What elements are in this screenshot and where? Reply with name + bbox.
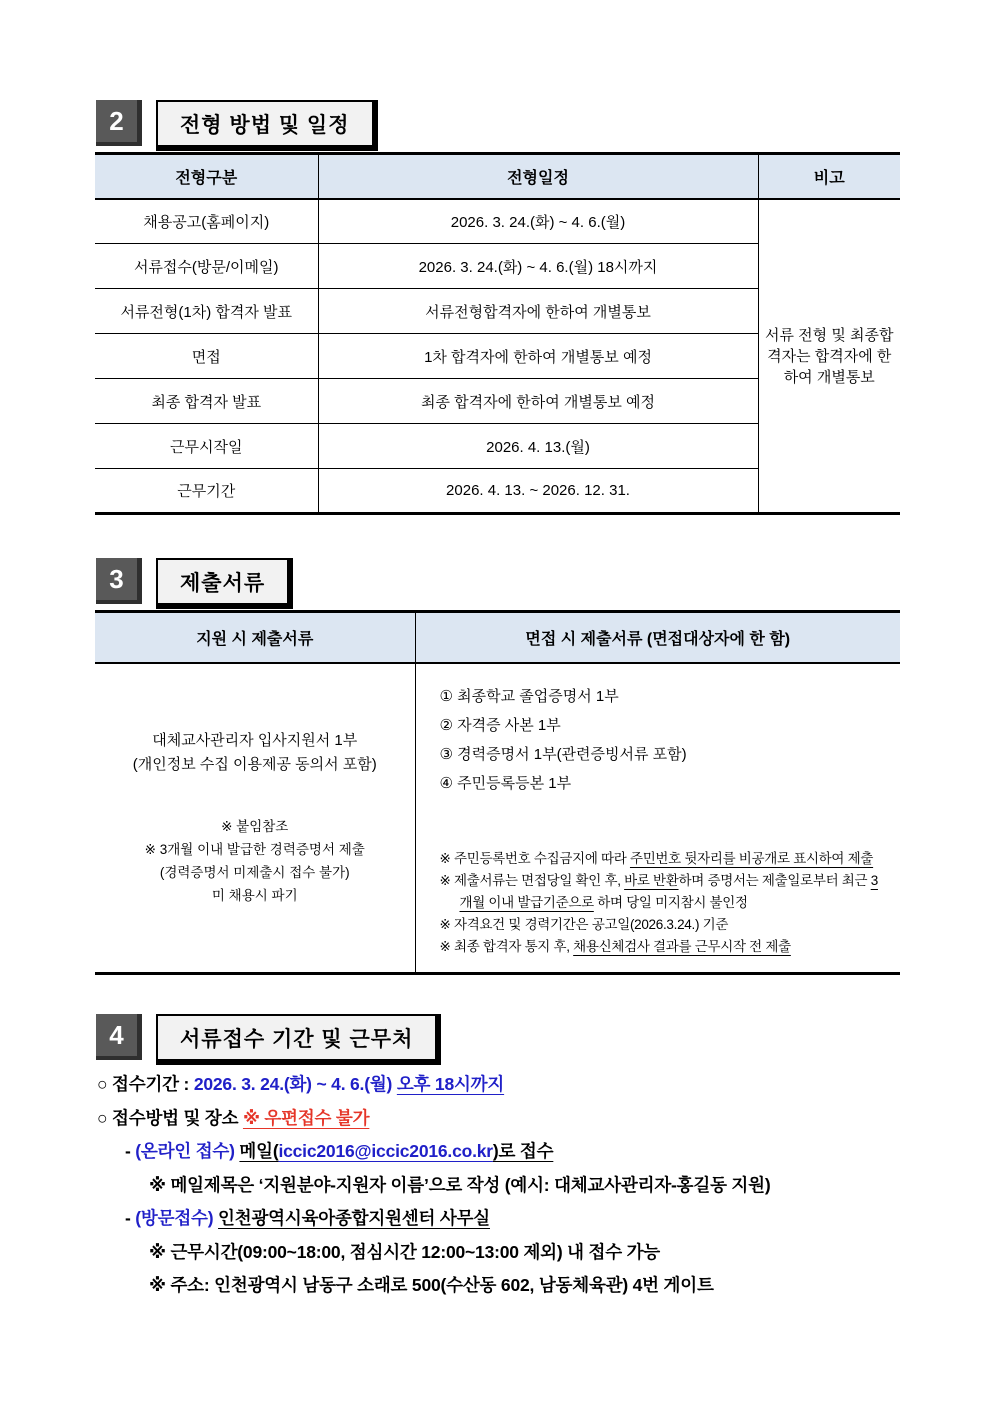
text-segment: ※ 근무시간(09:00~18:00, 점심시간 12:00~13:00 제외) 내 접수 가능	[149, 1241, 661, 1262]
text-segment: )로 접수	[492, 1141, 554, 1161]
apply-docs-cell	[95, 663, 415, 973]
address-note-line	[97, 1269, 977, 1303]
col-header-remark: 비고	[758, 154, 900, 199]
col-header-apply-docs: 지원 시 제출서류	[95, 612, 415, 664]
apply-doc-note: 미 채용시 파기	[211, 887, 298, 903]
schedule-table	[95, 152, 900, 515]
schedule-header-row	[95, 154, 900, 199]
text-segment: -	[125, 1141, 136, 1161]
text-segment: 채용신체검사 결과를 근무시작 전 제출	[573, 938, 791, 954]
apply-doc-note: (경력증명서 미제출시 접수 불가)	[159, 864, 350, 880]
text-segment: ※ 제출서류는 면접당일 확인 후,	[439, 872, 625, 888]
row-label: 근무시작일	[95, 424, 318, 469]
reception-method-line	[97, 1102, 977, 1136]
row-value: 2026. 3. 24.(화) ~ 4. 6.(월) 18시까지	[318, 244, 758, 289]
text-segment: ○ 접수기간 :	[97, 1074, 194, 1094]
text-segment: 주민번호 뒷자리를 비공개로 표시하여 제출	[629, 850, 874, 866]
documents-header-row	[95, 612, 900, 664]
interview-doc-item: ① 최종학교 졸업증명서 1부	[439, 688, 619, 705]
col-header-schedule: 전형일정	[318, 154, 758, 199]
documents-body-row	[95, 663, 900, 973]
section-4-header	[96, 1014, 441, 1065]
section-4-title: 서류접수 기간 및 근무처	[156, 1014, 441, 1065]
interview-doc-note	[440, 848, 883, 870]
interview-doc-note	[440, 936, 883, 958]
text-segment: ※ 최종 합격자 통지 후,	[439, 938, 574, 954]
section-3-number-badge: 3	[96, 558, 142, 604]
text-segment: -	[125, 1208, 136, 1228]
apply-doc-line: (개인정보 수집 이용제공 동의서 포함)	[132, 755, 377, 773]
section-2-number-badge: 2	[96, 100, 142, 146]
interview-doc-item: ② 자격증 사본 1부	[439, 717, 561, 734]
interview-docs-cell	[415, 663, 900, 973]
row-value: 최종 합격자에 한하여 개별통보 예정	[318, 379, 758, 424]
text-segment: 바로 반환	[624, 872, 679, 888]
text-segment: ※ 메일제목은 ‘지원분야-지원자 이름’으로 작성 (예시: 대체교사관리자-홍길동 지원)	[149, 1174, 771, 1195]
interview-doc-note	[440, 870, 883, 914]
row-value: 2026. 4. 13. ~ 2026. 12. 31.	[318, 469, 758, 514]
row-value: 2026. 3. 24.(화) ~ 4. 6.(월)	[318, 199, 758, 244]
text-segment: ○ 접수방법 및 장소	[97, 1107, 243, 1128]
col-header-interview-docs: 면접 시 제출서류 (면접대상자에 한 함)	[415, 612, 900, 664]
text-segment: 3개월 이내 발급기준으로	[459, 872, 878, 910]
text-segment: 메일(	[239, 1141, 279, 1161]
text-segment: 2026. 3. 24.(화) ~ 4. 6.(월)	[193, 1074, 397, 1094]
text-segment: ※ 주소: 인천광역시 남동구 소래로 500(수산동 602, 남동체육관) 4번 게이트	[149, 1275, 714, 1295]
text-segment: 하며 당일 미지참시 불인정	[593, 894, 748, 910]
section-4-number-badge: 4	[96, 1014, 142, 1060]
apply-doc-note: ※ 3개월 이내 발급한 경력증명서 제출	[144, 841, 365, 857]
text-segment: ※ 주민등록번호 수집금지에 따라	[439, 850, 630, 866]
section-3-title: 제출서류	[156, 558, 293, 609]
interview-doc-item: ④ 주민등록등본 1부	[439, 775, 572, 792]
text-segment: (방문접수)	[135, 1208, 219, 1228]
row-label: 채용공고(홈페이지)	[143, 213, 270, 231]
apply-doc-note: ※ 붙임참조	[221, 818, 289, 834]
interview-doc-note	[440, 914, 883, 936]
section-2-title: 전형 방법 및 일정	[156, 100, 378, 151]
row-label: 서류접수(방문/이메일)	[95, 244, 318, 289]
online-reception-line	[97, 1135, 977, 1169]
section-4-body	[97, 1068, 977, 1303]
col-header-category: 전형구분	[95, 154, 318, 199]
row-value: 서류전형합격자에 한하여 개별통보	[318, 289, 758, 334]
email-link[interactable]: iccic2016@iccic2016.co.kr	[278, 1141, 493, 1161]
documents-table	[95, 610, 900, 975]
text-segment: ※ 우편접수 불가	[242, 1107, 370, 1128]
section-2-header	[96, 100, 378, 151]
row-value: 1차 합격자에 한하여 개별통보 예정	[318, 334, 758, 379]
text-segment: (온라인 접수)	[135, 1141, 240, 1161]
text-segment: 하며 증명서는 제출일로부터 최근	[678, 872, 871, 888]
row-label: 근무기간	[95, 469, 318, 514]
text-segment: 오후 18시까지	[396, 1074, 505, 1094]
section-3-header	[96, 558, 293, 609]
remark-cell: 서류 전형 및 최종합격자는 합격자에 한하여 개별통보	[758, 199, 900, 514]
reception-period-line	[97, 1068, 977, 1102]
visit-reception-line	[97, 1202, 977, 1236]
row-value: 2026. 4. 13.(월)	[318, 424, 758, 469]
row-label: 면접	[95, 334, 318, 379]
table-row	[95, 199, 900, 244]
apply-doc-line: 대체교사관리자 입사지원서 1부	[152, 731, 358, 749]
text-segment: ※ 자격요건 및 경력기간은 공고일(2026.3.24.) 기준	[439, 916, 729, 932]
mail-subject-note-line	[97, 1169, 977, 1203]
row-label: 서류전형(1차) 합격자 발표	[95, 289, 318, 334]
row-label: 최종 합격자 발표	[95, 379, 318, 424]
interview-doc-item: ③ 경력증명서 1부(관련증빙서류 포함)	[439, 746, 687, 763]
text-segment: 인천광역시육아종합지원센터 사무실	[218, 1208, 490, 1228]
office-hours-note-line	[97, 1236, 977, 1270]
